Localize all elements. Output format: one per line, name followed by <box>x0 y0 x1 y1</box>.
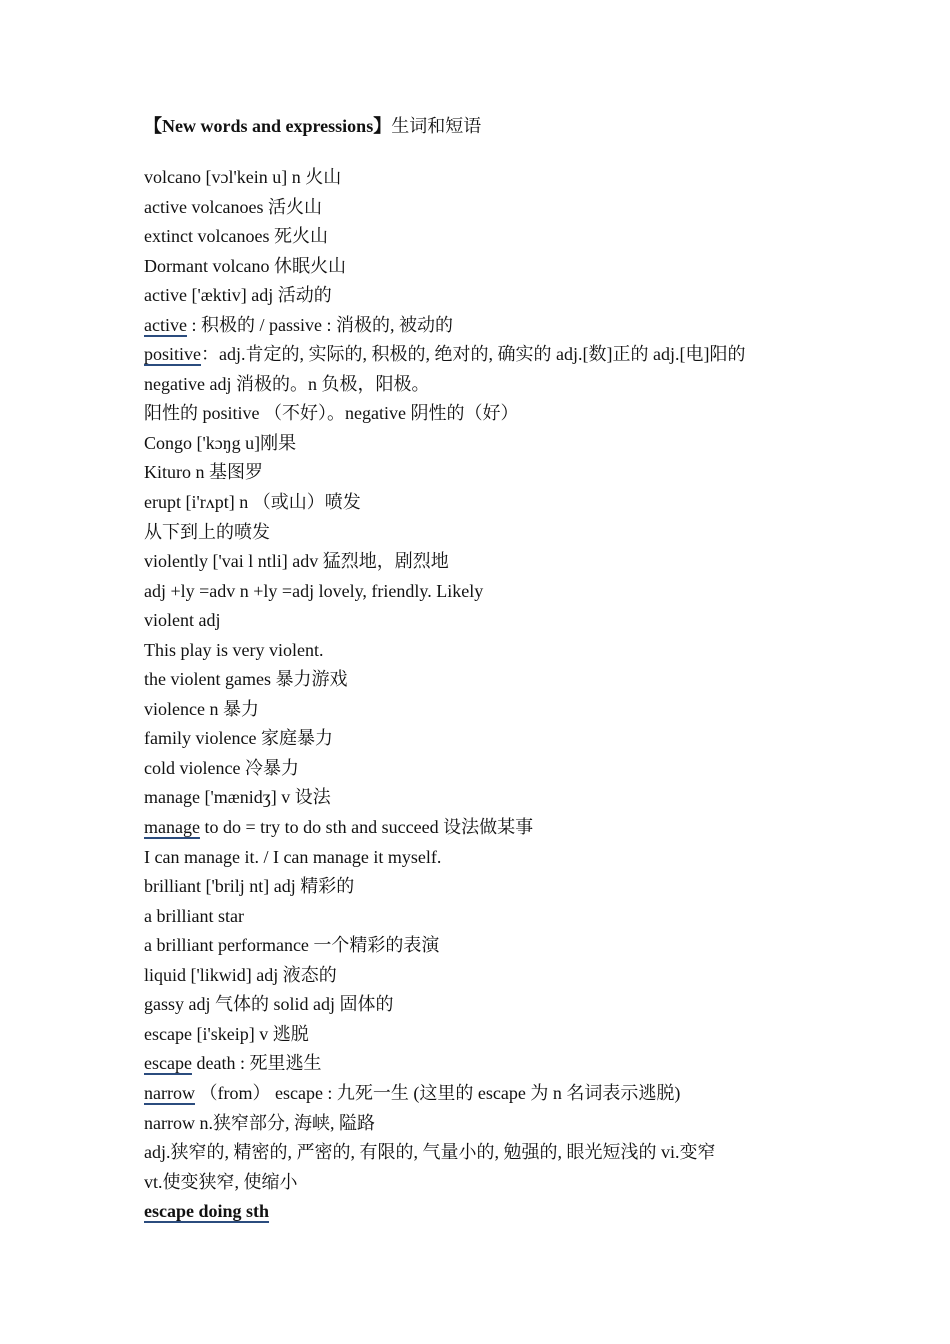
vocab-line-rest: to do = try to do sth and succeed 设法做某事 <box>199 817 534 838</box>
vocab-line: volcano [vɔl'kein u] n 火山 <box>144 167 342 187</box>
vocab-line: active volcanoes 活火山 <box>144 196 322 217</box>
vocab-line: erupt [i'rʌpt] n （或山）喷发 <box>144 492 361 513</box>
section-heading <box>144 114 481 138</box>
vocab-line: 阳性的 positive （不好）。negative 阴性的（好） <box>144 403 519 424</box>
vocab-line <box>144 1049 924 1079</box>
vocab-line <box>144 1079 924 1109</box>
vocab-line <box>144 813 924 843</box>
vocab-line: gassy adj 气体的 solid adj 固体的 <box>144 994 394 1015</box>
vocab-line-keyword: manage <box>144 817 200 838</box>
vocab-line: Dormant volcano 休眠火山 <box>144 255 346 276</box>
vocab-line-keyword: active <box>144 314 187 335</box>
vocab-line: adj +ly =adv n +ly =adj lovely, friendly. Likely <box>144 580 484 601</box>
vocab-line: violent adj <box>144 610 221 631</box>
heading-bracket-close: 】 <box>373 116 392 136</box>
vocab-line-keyword: narrow <box>144 1082 195 1103</box>
vocab-line: a brilliant star <box>144 905 244 926</box>
vocab-line: a brilliant performance 一个精彩的表演 <box>144 935 440 956</box>
vocab-line: negative adj 消极的。n 负极，阳极。 <box>144 373 430 394</box>
vocabulary-list <box>144 163 924 1227</box>
vocab-line-rest: （from） escape : 九死一生 (这里的 escape 为 n 名词表示逃脱) <box>194 1082 681 1103</box>
vocab-line: escape [i'skeip] v 逃脱 <box>144 1023 309 1044</box>
vocab-line-rest: ：adj.肯定的, 实际的, 积极的, 绝对的, 确实的 adj.[数]正的 adj.[电]阳的 <box>201 344 746 365</box>
vocab-line: Kituro n 基图罗 <box>144 462 263 483</box>
heading-bracket-open: 【 <box>144 116 162 136</box>
vocab-line: active ['æktiv] adj 活动的 <box>144 285 332 306</box>
vocab-line: adj.狭窄的, 精密的, 严密的, 有限的, 气量小的, 勉强的, 眼光短浅的 vi.变窄 <box>144 1142 716 1163</box>
vocab-line: family violence 家庭暴力 <box>144 728 333 749</box>
vocab-line: cold violence 冷暴力 <box>144 757 299 778</box>
vocab-line-keyword: positive <box>144 344 201 365</box>
vocab-line: manage ['mænidʒ] v 设法 <box>144 787 331 808</box>
vocab-line: extinct volcanoes 死火山 <box>144 226 328 247</box>
vocab-line-keyword: escape doing sth <box>144 1201 270 1222</box>
vocab-line: 从下到上的喷发 <box>144 521 270 542</box>
vocab-line-keyword: escape <box>144 1053 192 1074</box>
heading-subtitle: 生词和短语 <box>391 116 482 136</box>
vocab-line: narrow n.狭窄部分, 海峡, 隘路 <box>144 1112 375 1133</box>
vocab-line: This play is very violent. <box>144 639 324 660</box>
vocab-line: the violent games 暴力游戏 <box>144 669 348 690</box>
vocab-line-rest: : 积极的 / passive : 消极的, 被动的 <box>186 314 453 335</box>
vocab-line <box>144 1197 924 1227</box>
vocab-line: Congo ['kɔŋg u]刚果 <box>144 432 297 453</box>
vocab-line: brilliant ['brilj nt] adj 精彩的 <box>144 876 355 897</box>
vocab-line <box>144 340 924 370</box>
vocab-line: violently ['vai l ntli] adv 猛烈地，剧烈地 <box>144 551 449 572</box>
heading-title: New words and expressions <box>162 116 374 136</box>
vocab-line: vt.使变狭窄, 使缩小 <box>144 1171 298 1192</box>
vocab-line: violence n 暴力 <box>144 698 259 719</box>
vocab-line: liquid ['likwid] adj 液态的 <box>144 964 337 985</box>
vocab-line: I can manage it. / I can manage it myself. <box>144 846 442 867</box>
vocab-line-rest: death : 死里逃生 <box>191 1053 322 1074</box>
vocab-line <box>144 311 924 341</box>
